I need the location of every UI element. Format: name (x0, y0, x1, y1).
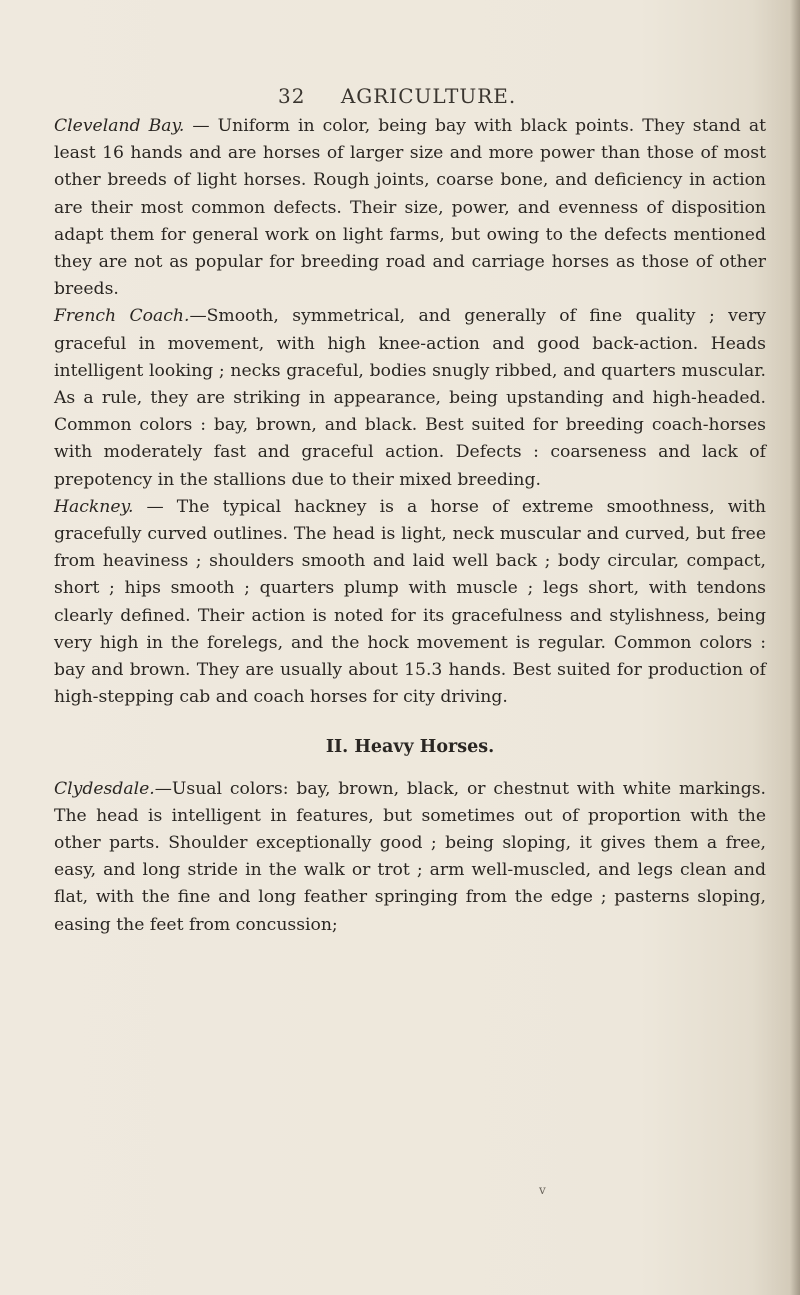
title-separator: — (189, 306, 207, 327)
breed-title: Cleveland Bay. (54, 116, 185, 136)
title-separator: — (133, 496, 177, 517)
paragraph-hackney (54, 494, 766, 712)
page-body (54, 113, 766, 939)
page-number: 32 (278, 84, 306, 108)
breed-description: Uniform in color, being bay with black points. They stand at least 16 hands and are horses of larger size and more power than those of most other breeds of light horses. Rough joints, coarse bone, and deficiency in action are their most common defects. Their size, power, and evenness of disposition adapt them for general work on light farms, but owing to the defects mentioned they are not as popular for breeding road and carriage horses as those of other breeds. (54, 116, 766, 300)
stray-mark: v (539, 1183, 546, 1197)
breed-title: French Coach. (54, 306, 190, 327)
paragraph-clydesdale (54, 776, 766, 939)
title-separator: — (184, 116, 218, 136)
section-heading: II. Heavy Horses. (325, 737, 495, 758)
paragraph-cleveland-bay (54, 113, 766, 303)
paragraph-french-coach (54, 303, 766, 493)
breed-description: The typical hackney is a horse of extreme smoothness, with gracefully curved outlines. The head is light, neck muscular and curved, but free from heaviness ; shoulders smooth and laid well back ; body circular, compact, short ; hips smooth ; quarters plump with muscle ; legs short, with tendons clearly defined. Their action is noted for its gracefulness and stylishness, being very high in the forelegs, and the hock movement is regular. Common colors : bay and brown. They are usually about 15.3 hands. Best suited for production of high-stepping cab and coach horses for city driving. (54, 496, 766, 708)
page-edge-shadow (790, 0, 800, 1295)
breed-title: Clydesdale. (54, 778, 155, 799)
running-title: AGRICULTURE. (340, 84, 517, 108)
running-header (278, 84, 516, 108)
breed-description: Usual colors: bay, brown, black, or chestnut with white markings. The head is intelligent in features, but sometimes out of proportion with the other parts. Shoulder exceptionally good ; being sloping, it gives them a free, easy, and long stride in the walk or trot ; arm well-muscled, and legs clean and flat, with the fine and long feather springing from the edge ; pasterns sloping, easing the feet from concussion; (54, 778, 766, 935)
title-separator: — (154, 778, 172, 799)
breed-title: Hackney. (54, 496, 134, 517)
breed-description: Smooth, symmetrical, and generally of fine quality ; very graceful in movement, with high knee-action and good back-action. Heads intelligent looking ; necks graceful, bodies snugly ribbed, and quarters muscular. As a rule, they are striking in appearance, being upstanding and high-headed. Common colors : bay, brown, and black. Best suited for breeding coach-horses with moderately fast and graceful action. Defects : coarseness and lack of prepotency in the stallions due to their mixed breeding. (54, 306, 766, 490)
